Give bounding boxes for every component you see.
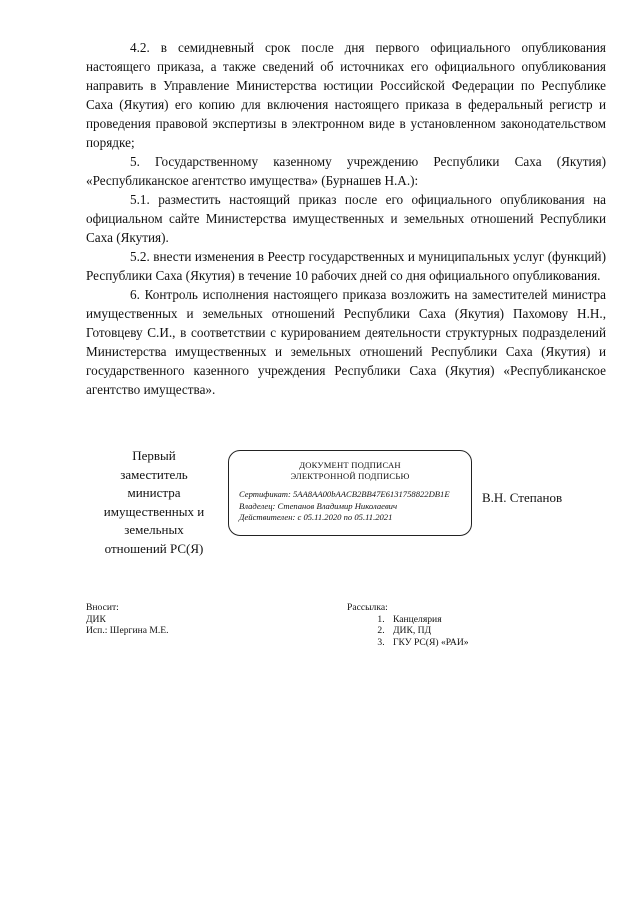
paragraph-6: 6. Контроль исполнения настоящего приказа возложить на заместителей министра имущественных и земельных отношений Республики Саха (Якутия) Пахомову Н.Н., Готовцеву С.И., в соответствии с курированием деятельности структурных подразделений Министерства имущественных и земельных отношений Республики Саха (Якутия) и государственного казенного учреждения Республики Саха (Якутия) «Республиканское агентство имущества». — [86, 287, 606, 397]
paragraph-4-2: 4.2. в семидневный срок после дня первого официального опубликования настоящего приказа, а также сведений об источниках его официального опубликования направить в Управление Министерства юстиции Российской Федерации по Республике Саха (Якутия) его копию для включения настоящего приказа в федеральный регистр и проведения правовой экспертизы в электронном виде в установленном законодательством порядке; — [86, 40, 606, 150]
signatory-title-line: имущественных и — [103, 503, 205, 519]
stamp-owner: Владелец: Степанов Владимир Николаевич — [239, 500, 398, 511]
signatory-title-line: министра — [127, 485, 181, 500]
distribution-list — [347, 614, 469, 649]
signatory-title-line: земельных — [124, 522, 184, 537]
submitted-department: ДИК — [86, 613, 106, 625]
stamp-validity: Действителен: с 05.11.2020 по 05.11.2021 — [239, 512, 393, 522]
footer-distribution — [347, 602, 469, 648]
signatory-title-line: отношений РС(Я) — [104, 540, 204, 556]
distribution-label: Рассылка: — [347, 602, 388, 613]
paragraph-5: 5. Государственному казенному учреждению Республики Саха (Якутия) «Республиканское агентство имущества» (Бурнашев Н.А.): — [86, 154, 606, 188]
document-body — [86, 38, 606, 399]
paragraph-5-1: 5.1. разместить настоящий приказ после его официального опубликования на официальном сайте Министерства имущественных и земельных отношений Республики Саха (Якутия). — [86, 192, 606, 245]
submitted-label: Вносит: — [86, 602, 119, 613]
stamp-heading-line: ДОКУМЕНТ ПОДПИСАН — [299, 460, 401, 470]
signatory-title-line: заместитель — [120, 466, 188, 482]
distribution-item: 3. ГКУ РС(Я) «РАИ» — [387, 637, 469, 649]
signatory-name: В.Н. Степанов — [482, 490, 563, 505]
footer-submitted — [86, 602, 169, 637]
signatory-title-line: Первый — [132, 448, 176, 463]
signatory-title — [84, 447, 224, 558]
paragraph-5-2: 5.2. внести изменения в Реестр государственных и муниципальных услуг (функций) Республики Саха (Якутия) в течение 10 рабочих дней со дня официального опубликования. — [86, 249, 606, 283]
executor: Исп.: Шергина М.Е. — [86, 625, 169, 636]
stamp-certificate: Сертификат: 5AA8AA00bAACB2BB47E6131758822DB1E — [239, 489, 450, 499]
stamp-heading — [229, 460, 471, 482]
electronic-signature-stamp — [228, 450, 472, 536]
stamp-heading-line: ЭЛЕКТРОННОЙ ПОДПИСЬЮ — [290, 471, 410, 481]
distribution-item: 2. ДИК, ПД — [387, 625, 469, 637]
distribution-item: 1. Канцелярия — [387, 614, 469, 626]
